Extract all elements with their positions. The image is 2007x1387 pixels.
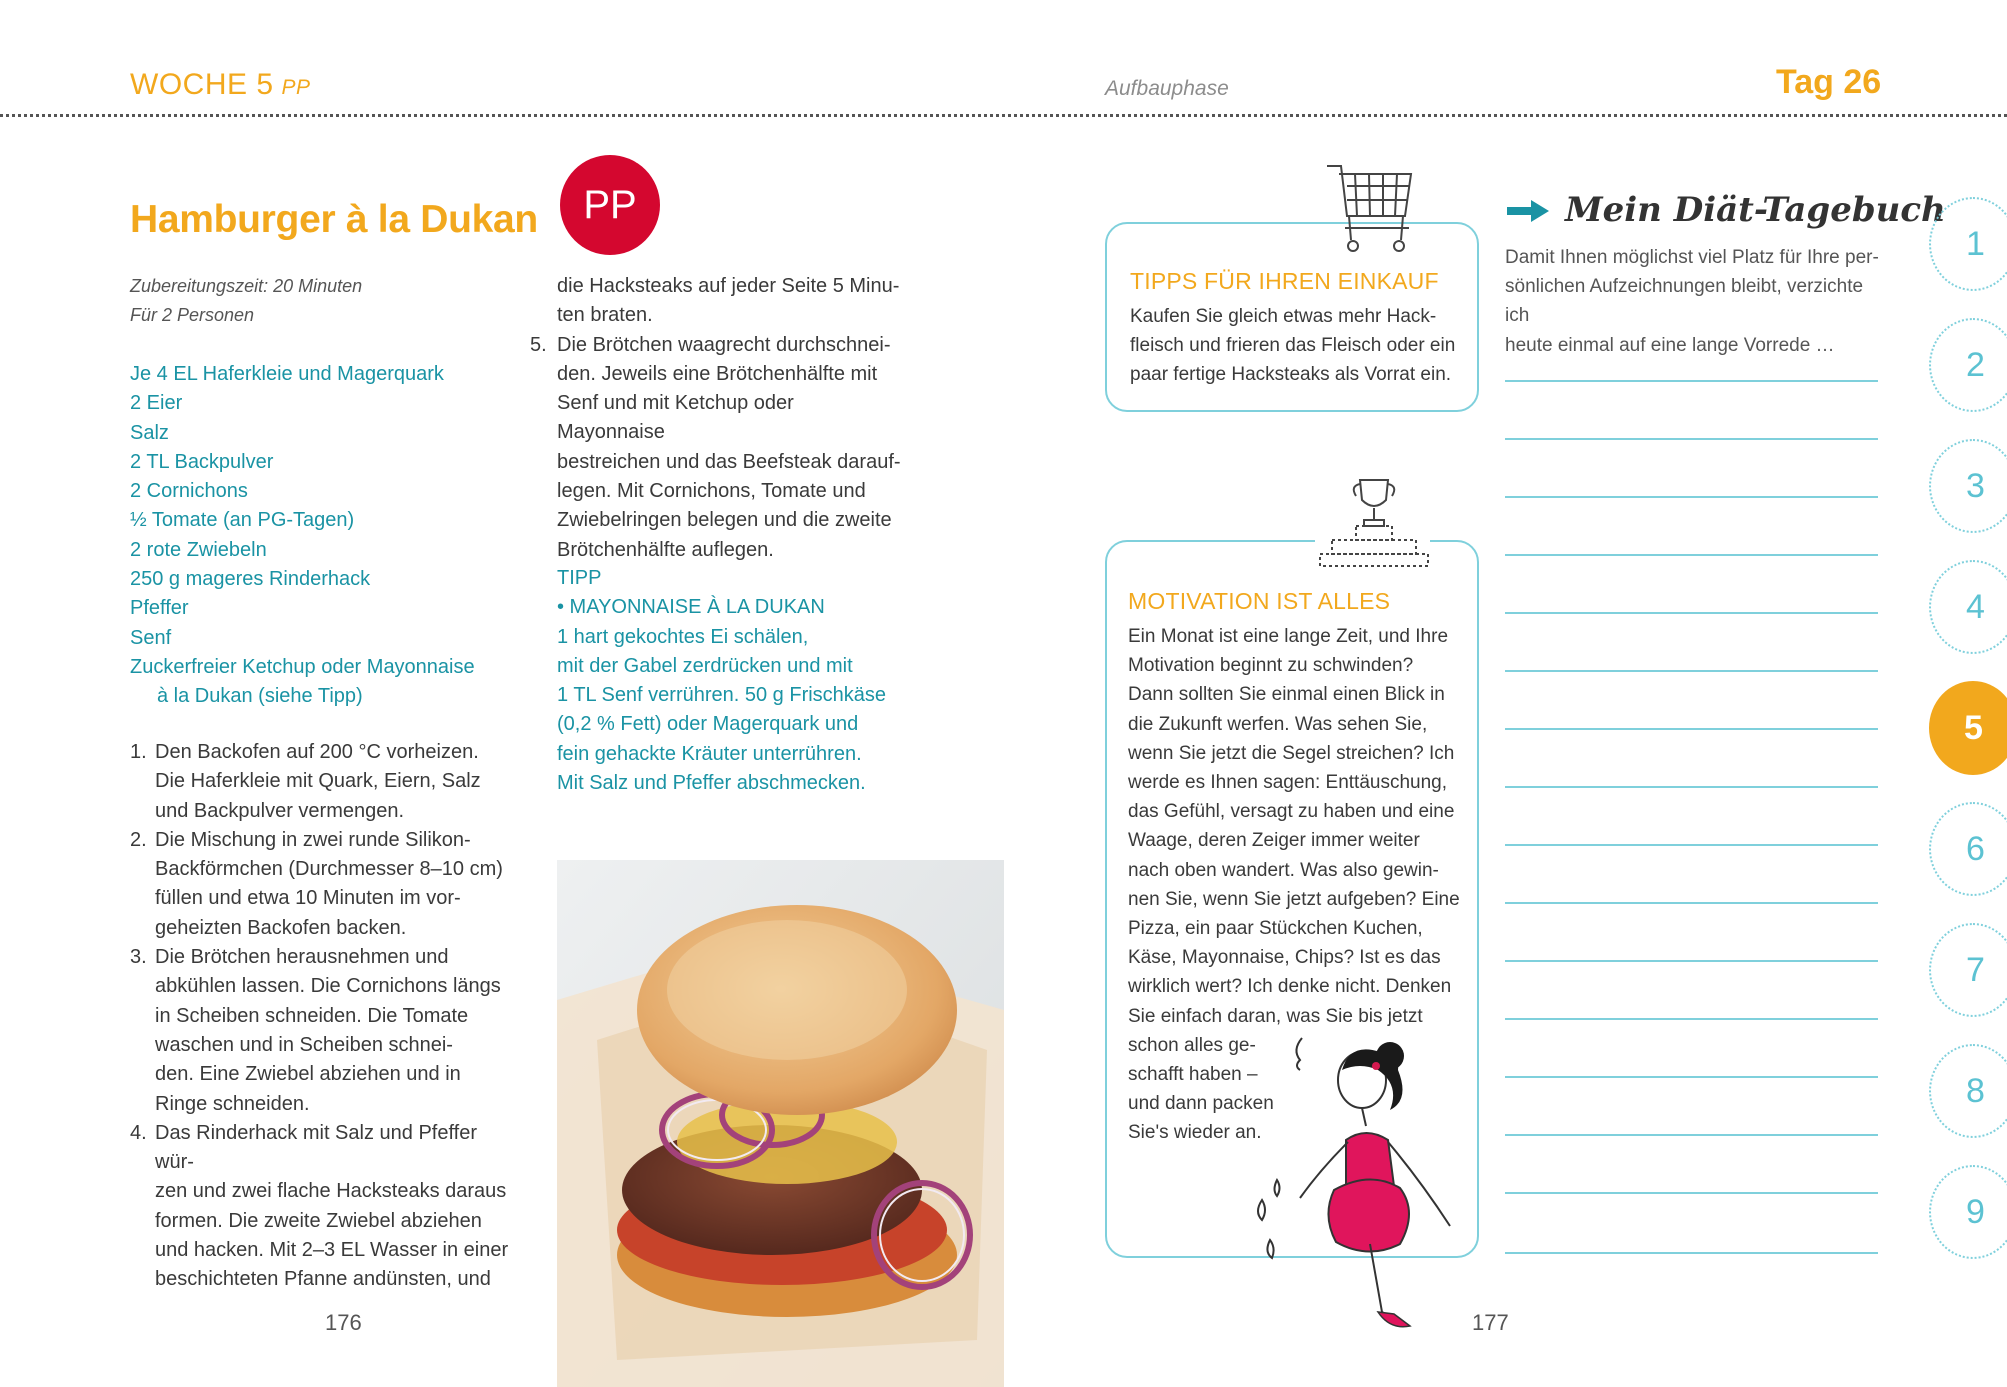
step-1 — [130, 738, 510, 826]
text-line: werde es Ihnen sagen: Enttäuschung, — [1128, 772, 1448, 794]
diary-writing-line[interactable] — [1505, 902, 1878, 904]
text-line: Dann sollten Sie einmal einen Blick in — [1128, 684, 1445, 706]
step-line: füllen und etwa 10 Minuten im vor- — [155, 887, 461, 910]
step-line: Ringe schneiden. — [155, 1092, 310, 1115]
text-line: fleisch und frieren das Fleisch oder ein — [1130, 335, 1456, 357]
week-tab-9[interactable]: 9 — [1929, 1165, 2007, 1259]
ingredient-item: Pfeffer — [130, 597, 189, 620]
phase-label: Aufbauphase — [1105, 77, 1229, 100]
week-tab-1[interactable]: 1 — [1929, 197, 2007, 291]
step-line: die Hacksteaks auf jeder Seite 5 Minu- — [557, 275, 900, 297]
step-line: legen. Mit Cornichons, Tomate und — [557, 480, 866, 503]
week-tag: PP — [281, 76, 311, 99]
step-line: Die Mischung in zwei runde Silikon- — [155, 828, 471, 851]
text-line: Waage, deren Zeiger immer weiter — [1128, 830, 1420, 852]
step-4-continued — [530, 272, 907, 565]
pp-badge: PP — [560, 155, 660, 255]
step-line: bestreichen und das Beefsteak darauf- — [557, 450, 901, 473]
servings: Für 2 Personen — [130, 305, 255, 325]
ingredient-item: Salz — [130, 421, 169, 444]
tip-line: (0,2 % Fett) oder Magerquark und — [557, 713, 859, 736]
ingredient-item: Zuckerfreier Ketchup oder Mayonnaise — [130, 655, 475, 678]
step-number: 2. — [130, 828, 147, 851]
step-line: Die Brötchen waagrecht durchschnei- — [557, 333, 891, 356]
shopping-tips-text — [1130, 302, 1460, 390]
step-line: abkühlen lassen. Die Cornichons längs — [155, 975, 501, 998]
ingredient-item: Senf — [130, 626, 172, 649]
shopping-tips-title: TIPPS FÜR IHREN EINKAUF — [1130, 268, 1439, 294]
tip-line: 1 TL Senf verrühren. 50 g Frischkäse — [557, 684, 887, 707]
diary-title: Mein Diät-Tagebuch — [1565, 190, 1946, 230]
tip-label: TIPP — [557, 567, 602, 589]
step-line: den. Jeweils eine Brötchenhälfte mit — [557, 362, 878, 385]
diary-writing-line[interactable] — [1505, 554, 1878, 556]
day-label: Tag 26 — [1776, 63, 1882, 101]
step-line: Die Haferkleie mit Quark, Eiern, Salz — [155, 770, 481, 793]
text-line: Sie einfach daran, was Sie bis jetzt — [1128, 1005, 1423, 1027]
ingredient-item: 2 rote Zwiebeln — [130, 538, 267, 561]
step-line: und hacken. Mit 2–3 EL Wasser in einer — [155, 1239, 509, 1262]
text-line: schon alles ge- — [1128, 1034, 1256, 1056]
step-line: den. Eine Zwiebel abziehen und in — [155, 1063, 461, 1086]
diary-writing-line[interactable] — [1505, 1018, 1878, 1020]
diary-writing-line[interactable] — [1505, 496, 1878, 498]
step-number: 4. — [130, 1121, 147, 1144]
text-line: Kaufen Sie gleich etwas mehr Hack- — [1130, 306, 1437, 327]
text-line: heute einmal auf eine lange Vorrede … — [1505, 334, 1835, 356]
text-line: wirklich wert? Ich denke nicht. Denken — [1128, 976, 1452, 998]
page-number-right: 177 — [1472, 1310, 1509, 1335]
step-line: waschen und in Scheiben schnei- — [155, 1033, 453, 1056]
text-line: Käse, Mayonnaise, Chips? Ist es das — [1128, 947, 1441, 969]
ingredient-list — [130, 360, 475, 712]
tip-line: fein gehackte Kräuter unterrühren. — [557, 742, 862, 765]
step-line: Senf und mit Ketchup oder Mayonnaise — [557, 392, 794, 444]
text-line: Pizza, ein paar Stückchen Kuchen, — [1128, 918, 1423, 940]
ingredient-item: 2 TL Backpulver — [130, 450, 274, 473]
week-tab-5[interactable]: 5 — [1929, 681, 2007, 775]
week-tab-2[interactable]: 2 — [1929, 318, 2007, 412]
step-line: zen und zwei flache Hacksteaks daraus — [155, 1180, 507, 1203]
text-line: schafft haben – — [1128, 1064, 1258, 1086]
text-line: und dann packen — [1128, 1093, 1274, 1115]
text-line: Damit Ihnen möglichst viel Platz für Ihre per- — [1505, 247, 1879, 268]
tip-line: mit der Gabel zerdrücken und mit — [557, 654, 853, 677]
step-line: beschichteten Pfanne andünsten, und — [155, 1268, 491, 1291]
ingredient-item: 2 Eier — [130, 392, 183, 415]
step-3 — [130, 943, 510, 1119]
header-divider — [0, 114, 2007, 117]
arrow-right-icon — [1505, 198, 1551, 224]
step-line: Den Backofen auf 200 °C vorheizen. — [155, 741, 479, 763]
week-tab-7[interactable]: 7 — [1929, 923, 2007, 1017]
burger-photo — [557, 860, 1004, 1387]
woman-illustration — [1250, 1030, 1490, 1330]
diary-writing-line[interactable] — [1505, 1252, 1878, 1254]
shopping-cart-icon — [1325, 160, 1417, 260]
recipe-title: Hamburger à la Dukan — [130, 198, 538, 241]
step-line: und Backpulver vermengen. — [155, 799, 405, 822]
week-tab-6[interactable]: 6 — [1929, 802, 2007, 896]
ingredient-item: Je 4 EL Haferkleie und Magerquark — [130, 363, 444, 385]
diary-writing-line[interactable] — [1505, 438, 1878, 440]
step-number: 3. — [130, 946, 147, 969]
text-line: die Zukunft werfen. Was sehen Sie, — [1128, 713, 1428, 735]
tip-line: Mit Salz und Pfeffer abschmecken. — [557, 772, 866, 795]
step-line: Brötchenhälfte auflegen. — [557, 538, 774, 561]
page-number-left: 176 — [325, 1310, 362, 1335]
diary-intro — [1505, 243, 1885, 360]
text-line: Ein Monat ist eine lange Zeit, und Ihre — [1128, 626, 1449, 647]
step-2 — [130, 826, 510, 943]
diary-writing-line[interactable] — [1505, 380, 1878, 382]
prep-time: Zubereitungszeit: 20 Minuten — [130, 276, 363, 296]
week-tab-4[interactable]: 4 — [1929, 560, 2007, 654]
text-line: paar fertige Hacksteaks als Vorrat ein. — [1130, 364, 1452, 386]
step-line: Die Brötchen herausnehmen und — [155, 946, 449, 969]
text-line: das Gefühl, versagt zu haben und eine — [1128, 801, 1455, 823]
step-line: Das Rinderhack mit Salz und Pfeffer wür- — [155, 1121, 478, 1174]
diary-writing-line[interactable] — [1505, 612, 1878, 614]
diary-writing-line[interactable] — [1505, 670, 1878, 672]
step-line: Zwiebelringen belegen und die zweite — [557, 509, 892, 532]
ingredient-item: ½ Tomate (an PG-Tagen) — [130, 509, 355, 532]
tip-line: 1 hart gekochtes Ei schälen, — [557, 625, 809, 648]
ingredient-item: à la Dukan (siehe Tipp) — [157, 685, 363, 708]
text-line: Motivation beginnt zu schwinden? — [1128, 655, 1414, 677]
diary-writing-line[interactable] — [1505, 960, 1878, 962]
motivation-title: MOTIVATION IST ALLES — [1128, 588, 1391, 614]
diary-writing-line[interactable] — [1505, 1192, 1878, 1194]
week-tab-3[interactable]: 3 — [1929, 439, 2007, 533]
step-line: Backförmchen (Durchmesser 8–10 cm) — [155, 858, 503, 881]
text-line: wenn Sie jetzt die Segel streichen? Ich — [1128, 742, 1455, 764]
step-line: formen. Die zweite Zwiebel abziehen — [155, 1209, 482, 1232]
diary-writing-line[interactable] — [1505, 728, 1878, 730]
ingredient-item: 2 Cornichons — [130, 480, 248, 503]
trophy-icon — [1318, 478, 1430, 568]
step-5 — [530, 331, 907, 565]
step-4 — [130, 1119, 510, 1295]
diary-writing-line[interactable] — [1505, 1076, 1878, 1078]
diary-writing-line[interactable] — [1505, 844, 1878, 846]
week-label — [130, 68, 311, 102]
steps-list — [130, 738, 510, 1295]
tip-title: • MAYONNAISE À LA DUKAN — [557, 596, 825, 619]
text-line: nach oben wandert. Was also gewin- — [1128, 859, 1439, 881]
step-line: geheizten Backofen backen. — [155, 916, 407, 939]
step-number: 5. — [530, 333, 547, 356]
diary-writing-line[interactable] — [1505, 1134, 1878, 1136]
diary-writing-line[interactable] — [1505, 786, 1878, 788]
week-title: WOCHE 5 — [130, 68, 274, 101]
text-line: nen Sie, wenn Sie jetzt aufgeben? Eine — [1128, 888, 1460, 910]
step-number: 1. — [130, 741, 147, 763]
step-line: in Scheiben schneiden. Die Tomate — [155, 1004, 469, 1027]
step-line: ten braten. — [557, 304, 653, 327]
ingredient-item: 250 g mageres Rinderhack — [130, 568, 371, 591]
week-tab-8[interactable]: 8 — [1929, 1044, 2007, 1138]
tip-block — [557, 564, 917, 798]
text-line: sönlichen Aufzeichnungen bleibt, verzichte ich — [1505, 276, 1864, 327]
text-line: Sie's wieder an. — [1128, 1122, 1262, 1144]
